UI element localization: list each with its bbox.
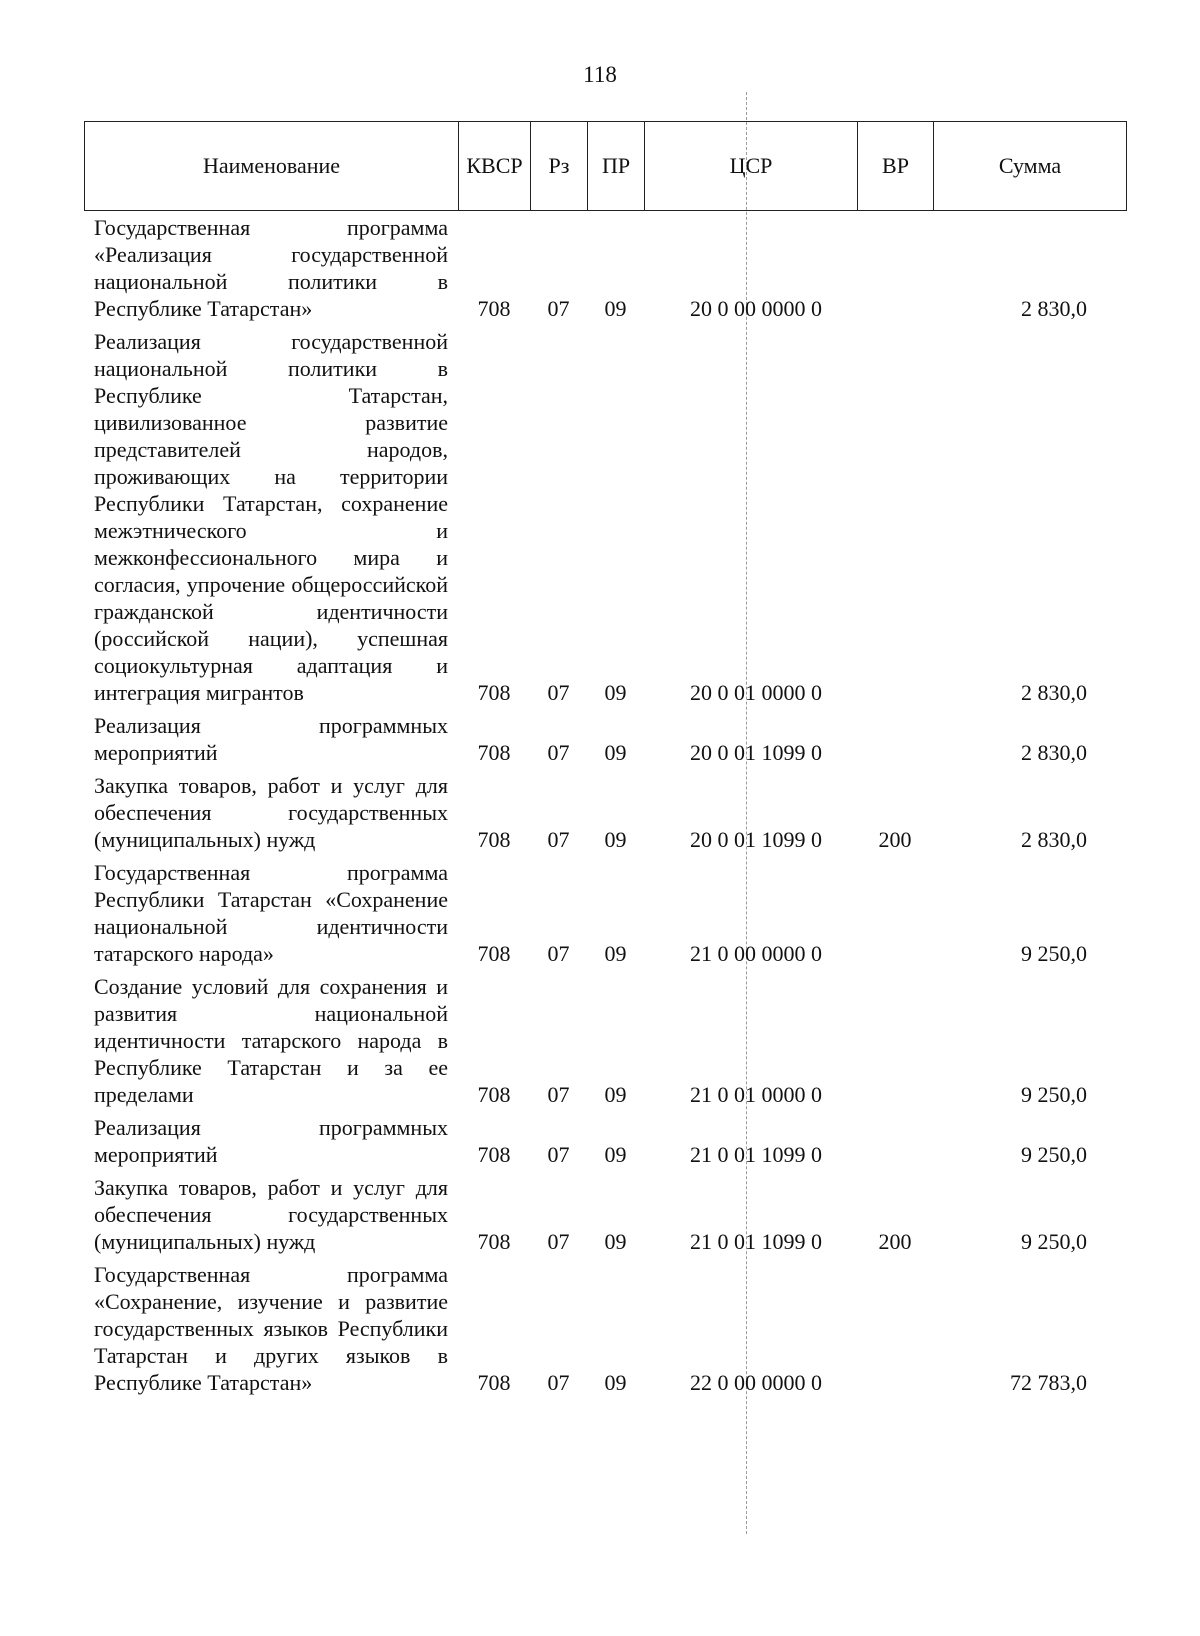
cell-name: Закупка товаров, работ и услуг для обеспечения государственных (муниципальных) нужд <box>94 773 448 852</box>
cell-csr: 20 0 01 1099 0 <box>690 827 822 852</box>
cell-vr: 200 <box>878 827 912 852</box>
cell-pr: 09 <box>604 680 627 705</box>
page-number: 118 <box>583 62 617 87</box>
cell-pr: 09 <box>604 1082 627 1107</box>
cell-name: Реализация программных мероприятий <box>94 1115 448 1167</box>
cell-pr: 09 <box>604 1370 627 1395</box>
table-row <box>84 326 1127 706</box>
header-csr: ЦСР <box>645 122 858 210</box>
cell-name: Закупка товаров, работ и услуг для обеспечения государственных (муниципальных) нужд <box>94 1175 448 1254</box>
cell-csr: 20 0 01 0000 0 <box>690 680 822 705</box>
cell-kvsr: 708 <box>477 941 511 966</box>
cell-sum: 2 830,0 <box>1021 827 1087 852</box>
cell-rz: 07 <box>547 827 570 852</box>
cell-sum: 9 250,0 <box>1021 1142 1087 1167</box>
header-sum: Сумма <box>998 153 1062 178</box>
table-row <box>84 710 1127 766</box>
cell-rz: 07 <box>547 941 570 966</box>
cell-csr: 22 0 00 0000 0 <box>690 1370 822 1395</box>
table-row <box>84 857 1127 967</box>
cell-kvsr: 708 <box>477 740 511 765</box>
table-row <box>84 1112 1127 1168</box>
header-vr: ВР <box>858 122 934 210</box>
cell-kvsr: 708 <box>477 1082 511 1107</box>
cell-csr: 21 0 01 1099 0 <box>690 1142 822 1167</box>
cell-pr: 09 <box>604 827 627 852</box>
cell-sum: 9 250,0 <box>1021 1082 1087 1107</box>
cell-name: Государственная программа Республики Татарстан «Сохранение национальной идентичности татарского народа» <box>94 860 448 966</box>
cell-pr: 09 <box>604 1229 627 1254</box>
table-row <box>84 971 1127 1108</box>
cell-kvsr: 708 <box>477 296 511 321</box>
header-pr: ПР <box>588 122 645 210</box>
table-row <box>84 1172 1127 1255</box>
cell-rz: 07 <box>547 1229 570 1254</box>
cell-pr: 09 <box>604 941 627 966</box>
cell-csr: 21 0 01 1099 0 <box>690 1229 822 1254</box>
cell-name: Реализация государственной национальной политики в Республике Татарстан, цивилизованное развитие представителей народов, проживающих на территории Республики Татарстан, сохранение межэтнического и межконфессионального мира и согласия, упрочение общероссийской гражданской идентичности (российской нации), успешная социокультурная адаптация и интеграция мигрантов <box>94 329 448 705</box>
table-row <box>84 770 1127 853</box>
cell-name: Реализация программных мероприятий <box>94 713 448 765</box>
cell-sum: 2 830,0 <box>1021 296 1087 321</box>
cell-kvsr: 708 <box>477 1142 511 1167</box>
cell-rz: 07 <box>547 740 570 765</box>
cell-name: Государственная программа «Реализация государственной национальной политики в Республике Татарстан» <box>94 215 448 321</box>
cell-csr: 20 0 00 0000 0 <box>690 296 822 321</box>
cell-csr: 20 0 01 1099 0 <box>690 740 822 765</box>
cell-rz: 07 <box>547 296 570 321</box>
cell-rz: 07 <box>547 1082 570 1107</box>
header-kvsr: КВСР <box>459 122 531 210</box>
cell-kvsr: 708 <box>477 1229 511 1254</box>
table-row <box>84 212 1127 322</box>
cell-kvsr: 708 <box>477 680 511 705</box>
cell-kvsr: 708 <box>477 827 511 852</box>
cell-pr: 09 <box>604 740 627 765</box>
table-header <box>84 121 1127 211</box>
header-rz: Рз <box>531 122 588 210</box>
cell-rz: 07 <box>547 680 570 705</box>
cell-kvsr: 708 <box>477 1370 511 1395</box>
table-body <box>84 212 1127 1400</box>
cell-sum: 2 830,0 <box>1021 680 1087 705</box>
cell-rz: 07 <box>547 1142 570 1167</box>
table-row <box>84 1259 1127 1396</box>
cell-sum: 9 250,0 <box>1021 1229 1087 1254</box>
cell-sum: 2 830,0 <box>1021 740 1087 765</box>
cell-sum: 72 783,0 <box>1010 1370 1087 1395</box>
cell-name: Создание условий для сохранения и развития национальной идентичности татарского народа в Республике Татарстан и за ее пределами <box>94 974 448 1107</box>
cell-csr: 21 0 01 0000 0 <box>690 1082 822 1107</box>
cell-vr: 200 <box>878 1229 912 1254</box>
cell-sum: 9 250,0 <box>1021 941 1087 966</box>
cell-rz: 07 <box>547 1370 570 1395</box>
cell-name: Государственная программа «Сохранение, изучение и развитие государственных языков Республики Татарстан и других языков в Республике Татарстан» <box>94 1262 448 1395</box>
cell-pr: 09 <box>604 1142 627 1167</box>
header-name: Наименование <box>85 122 459 210</box>
cell-csr: 21 0 00 0000 0 <box>690 941 822 966</box>
cell-pr: 09 <box>604 296 627 321</box>
